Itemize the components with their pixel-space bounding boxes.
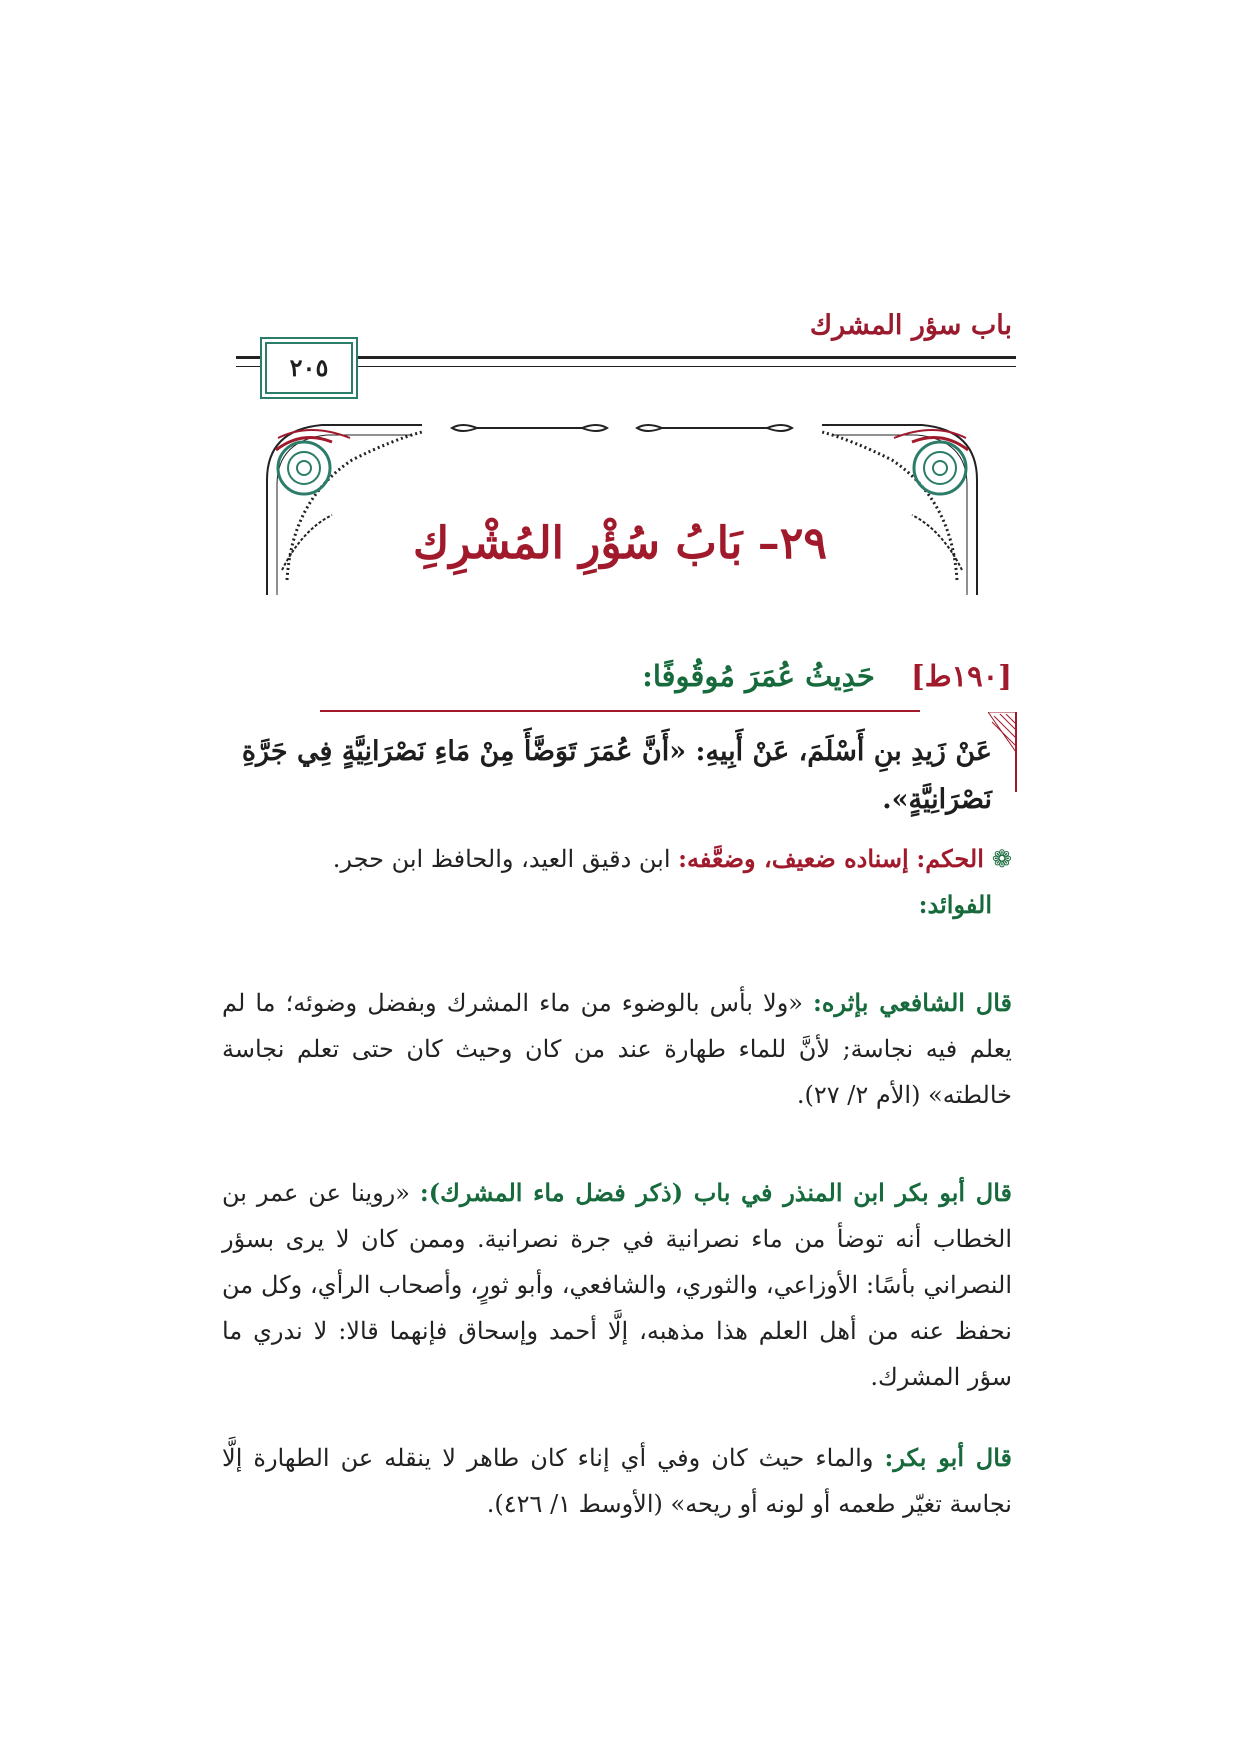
paragraph-shafii	[222, 980, 1012, 1118]
paragraph-lead: قال الشافعي بإثره:	[813, 988, 1012, 1017]
heading-underline	[320, 710, 920, 712]
top-chain-ornament	[452, 425, 792, 431]
paragraph-abu-bakr	[222, 1435, 1012, 1527]
left-corner-ornament	[267, 425, 422, 595]
flower-icon: ❁	[991, 845, 1012, 873]
hadith-number: [١٩٠ط]	[910, 659, 1012, 693]
paragraph-text: والماء حيث كان وفي أي إناء كان طاهر لا ينقله عن الطهارة إلَّا نجاسة تغيّر طعمه أو لونه أو ريحه» (الأوسط ١/ ٤٢٦).	[222, 1444, 1012, 1518]
hadith-heading	[232, 659, 1012, 693]
ruling-by: ابن دقيق العيد، والحافظ ابن حجر.	[332, 845, 671, 873]
paragraph-text: «ولا بأس بالوضوء من ماء المشرك وبفضل وضوئه؛ ما لم يعلم فيه نجاسة; لأنَّ للماء طهارة عند من كان وحيث كان حتى تعلم نجاسة خالطته» (الأم ٢/ ٢٧).	[222, 989, 1012, 1109]
ruling-grade: إسناده ضعيف، وضعَّفه:	[678, 844, 909, 873]
paragraph-ibn-mundhir	[222, 1170, 1012, 1400]
hadith-title: حَدِيثُ عُمَرَ مُوقُوفًا:	[642, 659, 875, 693]
running-title: باب سؤر المشرك	[809, 310, 1012, 341]
benefits-label: الفوائد:	[918, 890, 992, 919]
ruling-line	[222, 837, 1012, 881]
hadith-text: عَنْ زَيدِ بنِ أَسْلَمَ، عَنْ أَبِيهِ: «أَنَّ عُمَرَ تَوَضَّأَ مِنْ مَاءِ نَصْرَانِيَّةٍ فِي جَرَّةِ نَصْرَانِيَّةٍ».	[241, 736, 992, 815]
paragraph-lead: قال أبو بكر ابن المنذر في باب (ذكر فضل ماء المشرك):	[419, 1178, 1012, 1207]
chapter-ornament	[262, 420, 982, 598]
page-number: ٢٠٥	[289, 353, 329, 382]
paragraph-text: «روينا عن عمر بن الخطاب أنه توضأ من ماء نصرانية في جرة نصرانية. وممن كان لا يرى بسؤر النصراني بأسًا: الأوزاعي، والثوري، والشافعي، وأبو ثورٍ، وأصحاب الرأي، وكل من نحفظ عنه من أهل العلم هذا مذهبه، إلَّا أحمد وإسحاق فإنهما قالا: لا ندري ما سؤر المشرك.	[222, 1179, 1012, 1391]
chapter-title: ٢٩– بَابُ سُؤْرِ المُشْرِكِ	[412, 518, 827, 569]
corner-mesh-ornament	[988, 712, 1018, 792]
right-corner-ornament	[822, 425, 977, 595]
paragraph-lead: قال أبو بكر:	[884, 1443, 1012, 1472]
ruling-label: الحكم:	[916, 844, 984, 873]
page-number-frame	[260, 337, 358, 399]
